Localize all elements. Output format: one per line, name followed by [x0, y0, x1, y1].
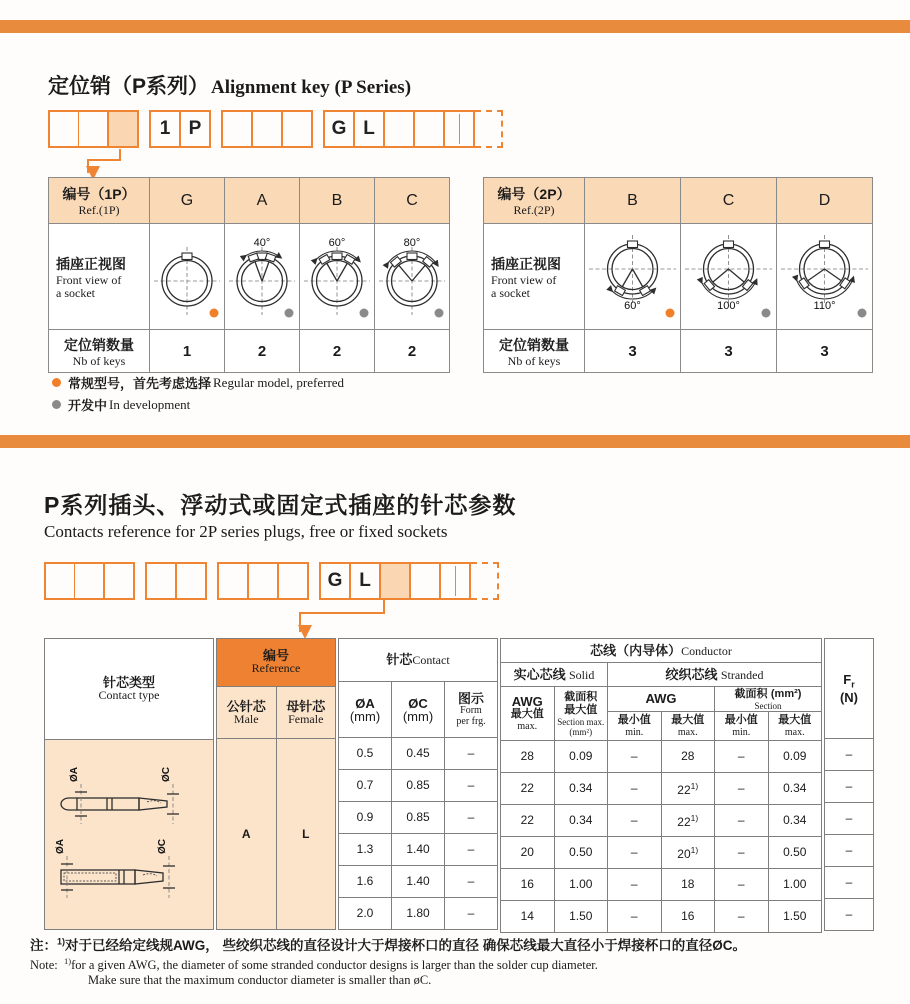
- legend-development-en: In development: [109, 396, 191, 412]
- stranded-en: Stranded: [720, 667, 764, 682]
- front-view-label-cell: 插座正视图 Front view of a socket: [49, 224, 150, 330]
- table-cell: 0.34: [768, 773, 822, 805]
- code-box-cell: [46, 564, 74, 598]
- section1-title-en: Alignment key (P Series): [211, 77, 412, 98]
- table-row: [501, 773, 822, 805]
- table-cell: 0.5: [339, 738, 392, 770]
- table-cell: 22: [501, 773, 555, 805]
- code-box-cell: [50, 112, 78, 146]
- table-row: [825, 739, 874, 771]
- table-cell: –: [608, 805, 662, 837]
- legend-regular-en: Regular model, preferred: [213, 374, 345, 390]
- orange-dot-icon: [210, 309, 219, 318]
- table-cell: –: [608, 901, 662, 933]
- solid-awg-max-zh: 最大值: [510, 708, 544, 720]
- key-table: [48, 177, 450, 373]
- table-cell: 16: [661, 901, 715, 933]
- svg-text:60°: 60°: [328, 237, 346, 249]
- section2-title: [44, 487, 516, 542]
- nb-keys-value-cell: 3: [681, 330, 777, 373]
- table-row: [339, 866, 498, 898]
- table-cell: –: [825, 771, 874, 803]
- table-cell: –: [825, 899, 874, 931]
- st-sec-min-en: min.: [732, 727, 751, 739]
- nb-keys-label-cell: 定位销数量 Nb of keys: [484, 330, 585, 373]
- nb-keys-label-cell: 定位销数量 Nb of keys: [49, 330, 150, 373]
- panel-reference: [216, 638, 336, 930]
- nb-keys-value-cell: 3: [777, 330, 873, 373]
- table-cell: –: [445, 866, 498, 898]
- code-box-cell: [277, 564, 307, 598]
- stranded-sec-unit: (mm²): [770, 688, 802, 701]
- table-cell: –: [825, 867, 874, 899]
- contact-parameters-table: [44, 638, 876, 933]
- solid-sec-zh: 截面积: [564, 690, 598, 703]
- table-cell: 28: [501, 741, 555, 773]
- table-row: [825, 803, 874, 835]
- diagram-cell: [150, 224, 225, 330]
- reference-zh: 编号: [262, 648, 289, 664]
- ref-letter-cell: C: [375, 178, 450, 224]
- nb-keys-value-cell: 2: [375, 330, 450, 373]
- key-table: [483, 177, 873, 373]
- solid-sec-en: Section max.: [557, 716, 605, 727]
- table-cell: –: [715, 741, 769, 773]
- svg-text:110°: 110°: [813, 300, 836, 312]
- front-view-label-cell: 插座正视图 Front view of a socket: [484, 224, 585, 330]
- diagram-cell: [585, 224, 681, 330]
- panel-contact-dims: [338, 638, 498, 930]
- table-row: [339, 898, 498, 930]
- form-zh: 图示: [457, 691, 484, 706]
- svg-text:ØA: ØA: [69, 766, 80, 782]
- ref-letter-cell: B: [300, 178, 375, 224]
- conductor-body: [501, 741, 822, 933]
- table-cell: 22$^{1)}$: [661, 805, 715, 837]
- diagram-cell: [300, 224, 375, 330]
- conductor-zh: 芯线（内导体）: [590, 642, 682, 658]
- code-box-cell: [78, 112, 107, 146]
- part-number-row-2: [44, 562, 499, 600]
- gray-dot-icon: [285, 309, 294, 318]
- table-cell: 0.85: [392, 802, 445, 834]
- table-cell: 0.09: [554, 741, 608, 773]
- svg-text:100°: 100°: [717, 300, 740, 312]
- table-cell: 0.50: [554, 837, 608, 869]
- socket-front-view-diagram: [375, 224, 449, 324]
- table-row: [501, 741, 822, 773]
- code-box-group: [221, 110, 313, 148]
- code-box-cell: L: [353, 112, 383, 146]
- orange-dot-icon: [666, 309, 675, 318]
- male-reference-value: A: [217, 739, 277, 930]
- code-box-cell: [379, 564, 409, 598]
- panel-fr: [824, 638, 874, 931]
- code-box-group: [48, 110, 139, 148]
- socket-front-view-diagram: [225, 224, 299, 324]
- table-cell: –: [608, 741, 662, 773]
- code-box-cell: [247, 564, 277, 598]
- table-cell: 20$^{1)}$: [661, 837, 715, 869]
- diagram-cell: [777, 224, 873, 330]
- st-awg-min-en: min.: [625, 727, 644, 739]
- table-cell: –: [445, 834, 498, 866]
- reference-en: Reference: [251, 661, 301, 676]
- section2-title-zh: P系列插头、浮动式或固定式插座的针芯参数: [44, 492, 517, 518]
- form-en1: Form: [460, 705, 482, 716]
- gray-dot-icon: [360, 309, 369, 318]
- contact-zh: 针芯: [386, 652, 413, 667]
- table-row: [501, 837, 822, 869]
- female-en: Female: [288, 711, 324, 726]
- code-pointer-arrow-2: [285, 600, 405, 638]
- solid-sec-max-zh: 最大值: [564, 703, 598, 716]
- code-box-cell: G: [331, 118, 347, 139]
- stranded-awg-label: AWG: [645, 691, 677, 707]
- nb-keys-value-cell: 2: [300, 330, 375, 373]
- panel-contact-type: [44, 638, 214, 930]
- table-row: [339, 738, 498, 770]
- code-box-cell: [409, 564, 439, 598]
- solid-awg-label: AWG: [511, 694, 543, 709]
- table-cell: –: [825, 803, 874, 835]
- table-row: [825, 771, 874, 803]
- table-cell: 0.7: [339, 770, 392, 802]
- st-sec-max-en: max.: [784, 727, 805, 739]
- stranded-sec-zh: 截面积: [734, 688, 768, 701]
- footnote-zh: 注：$^{1)}$对于已经给定线规AWG， 些绞织芯线的直径设计大于焊接杯口的直径 确保芯线最大直径小于焊接杯口的直径ØC。: [30, 936, 747, 953]
- footnote-en2: Make sure that the maximum conductor diameter is smaller than øC.: [88, 973, 432, 988]
- table-cell: 22: [501, 805, 555, 837]
- table-row: [339, 802, 498, 834]
- top-divider-bar: [0, 20, 910, 33]
- male-zh: 公针芯: [226, 698, 266, 714]
- code-box-cell: [413, 112, 443, 146]
- table-cell: –: [715, 773, 769, 805]
- table-cell: –: [608, 837, 662, 869]
- female-zh: 母针芯: [286, 698, 326, 714]
- code-box-cell: 1: [159, 118, 171, 139]
- legend-development-zh: 开发中: [68, 398, 108, 413]
- table-cell: –: [715, 869, 769, 901]
- code-box-dashed-cell: [471, 562, 499, 600]
- code-box-cell: [219, 564, 247, 598]
- table-cell: 1.50: [768, 901, 822, 933]
- table-cell: 1.50: [554, 901, 608, 933]
- svg-text:80°: 80°: [403, 237, 421, 249]
- table-row: [339, 770, 498, 802]
- table-cell: 2.0: [339, 898, 392, 930]
- contact-type-en: Contact type: [98, 688, 160, 703]
- nb-keys-value-cell: 2: [225, 330, 300, 373]
- table-cell: 16: [501, 869, 555, 901]
- code-box-cell: [383, 112, 413, 146]
- table-cell: 18: [661, 869, 715, 901]
- code-box-cell: [443, 112, 473, 146]
- section1-title: [48, 70, 411, 100]
- table-cell: –: [445, 898, 498, 930]
- ref-letter-cell: G: [150, 178, 225, 224]
- svg-text:ØC: ØC: [157, 838, 168, 854]
- table-cell: 0.85: [392, 770, 445, 802]
- solid-en: Solid: [569, 667, 595, 682]
- nb-keys-value-cell: 3: [585, 330, 681, 373]
- gray-dot-icon: [762, 309, 771, 318]
- contact-type-zh: 针芯类型: [102, 675, 155, 691]
- solid-zh: 实心芯线: [513, 666, 566, 682]
- oc-label: ØC: [408, 695, 428, 711]
- table-cell: 0.34: [554, 805, 608, 837]
- mid-divider-bar: [0, 435, 910, 448]
- table-cell: 22$^{1)}$: [661, 773, 715, 805]
- table-row: [825, 835, 874, 867]
- table-cell: –: [825, 835, 874, 867]
- table-cell: 0.34: [554, 773, 608, 805]
- st-sec-max-zh: 最大值: [778, 714, 812, 727]
- code-box-group: [217, 562, 309, 600]
- section2-title-en: Contacts reference for 2P series plugs, free or fixed sockets: [44, 522, 448, 541]
- code-box-group: [149, 110, 211, 148]
- code-box-cell: [74, 564, 103, 598]
- gray-dot-icon: [858, 309, 867, 318]
- ref-letter-cell: D: [777, 178, 873, 224]
- table-cell: 1.40: [392, 866, 445, 898]
- st-awg-max-en: max.: [677, 727, 698, 739]
- code-box-cell: [251, 112, 281, 146]
- table-cell: –: [715, 805, 769, 837]
- fr-label: $F_r$: [843, 671, 855, 690]
- code-box-cell: [439, 564, 469, 598]
- svg-text:60°: 60°: [624, 300, 641, 312]
- form-en2: per frg.: [456, 716, 486, 727]
- code-box-cell: [281, 112, 311, 146]
- oa-label: ØA: [355, 695, 375, 711]
- socket-front-view-diagram: [585, 224, 680, 324]
- socket-front-view-diagram: [681, 224, 776, 324]
- orange-dot-icon: [52, 378, 61, 387]
- part-number-row-1: [48, 110, 503, 148]
- legend-regular-zh: 常规型号，首先考虑选择: [68, 376, 212, 391]
- table-cell: –: [445, 738, 498, 770]
- footnote-en1: Note: $^{1)}$for a given AWG, the diameter of some stranded conductor designs is larger than the solder cup diameter.: [30, 956, 598, 973]
- table-cell: 0.09: [768, 741, 822, 773]
- svg-text:ØA: ØA: [55, 838, 66, 854]
- table-cell: 14: [501, 901, 555, 933]
- code-box-cell: [147, 564, 175, 598]
- gray-dot-icon: [52, 400, 61, 409]
- ref-letter-cell: C: [681, 178, 777, 224]
- socket-front-view-diagram: [300, 224, 374, 324]
- gray-dot-icon: [435, 309, 444, 318]
- diagram-cell: [681, 224, 777, 330]
- legend-row-development: [52, 395, 344, 414]
- table-cell: –: [445, 770, 498, 802]
- code-box-cell: P: [179, 112, 209, 146]
- table-cell: 1.3: [339, 834, 392, 866]
- solid-sec-unit: (mm²): [569, 726, 593, 737]
- code-pointer-arrow-1: [48, 149, 158, 179]
- panel-conductor: [500, 638, 822, 933]
- code-box-cell: [107, 112, 137, 146]
- ref-header-cell: 编号（2P） Ref.(2P): [484, 178, 585, 224]
- code-box-cell: [223, 112, 251, 146]
- st-awg-max-zh: 最大值: [671, 714, 705, 727]
- fr-body: [825, 739, 874, 931]
- code-box-group: [323, 110, 475, 148]
- code-box-cell: [103, 564, 133, 598]
- diagram-cell: [375, 224, 450, 330]
- footnote: [30, 934, 890, 988]
- code-box-group: [145, 562, 207, 600]
- stranded-sec-en: Section: [754, 701, 782, 712]
- code-box-cell: L: [349, 564, 379, 598]
- socket-front-view-diagram: [150, 224, 224, 324]
- table-cell: 1.80: [392, 898, 445, 930]
- contact-dims-body: [339, 738, 498, 930]
- table-row: [825, 899, 874, 931]
- contact-pin-drawings: [45, 742, 213, 928]
- table-cell: –: [825, 739, 874, 771]
- svg-text:ØC: ØC: [161, 766, 172, 782]
- ref-header-cell: 编号（1P） Ref.(1P): [49, 178, 150, 224]
- socket-front-view-diagram: [777, 224, 872, 324]
- st-awg-min-zh: 最小值: [617, 714, 651, 727]
- table-cell: 0.45: [392, 738, 445, 770]
- table-cell: –: [445, 802, 498, 834]
- ref-letter-cell: B: [585, 178, 681, 224]
- table-cell: 1.00: [554, 869, 608, 901]
- code-box-cell: G: [327, 570, 343, 591]
- table-row: [339, 834, 498, 866]
- code-box-group: [44, 562, 135, 600]
- code-box-cell: [175, 564, 205, 598]
- contact-en: Contact: [412, 653, 450, 667]
- oa-unit: (mm): [349, 708, 381, 724]
- diagram-cell: [225, 224, 300, 330]
- code-box-dashed-cell: [475, 110, 503, 148]
- male-en: Male: [233, 711, 259, 726]
- legend: [52, 373, 344, 417]
- table-cell: 20: [501, 837, 555, 869]
- st-sec-min-zh: 最小值: [724, 714, 758, 727]
- conductor-en: Conductor: [681, 643, 732, 658]
- table-row: [501, 869, 822, 901]
- table-row: [501, 901, 822, 933]
- table-cell: –: [608, 773, 662, 805]
- table-cell: 28: [661, 741, 715, 773]
- table-cell: –: [608, 869, 662, 901]
- table-row: [825, 867, 874, 899]
- table-cell: –: [715, 901, 769, 933]
- code-box-group: [319, 562, 471, 600]
- legend-row-regular: [52, 373, 344, 392]
- solid-awg-max-en: max.: [517, 721, 538, 732]
- table-cell: 0.50: [768, 837, 822, 869]
- stranded-zh: 绞织芯线: [665, 666, 718, 682]
- nb-keys-value-cell: 1: [150, 330, 225, 373]
- table-cell: –: [715, 837, 769, 869]
- pin-drawing: [47, 742, 211, 925]
- table-cell: 0.9: [339, 802, 392, 834]
- fr-unit: (N): [839, 690, 859, 706]
- oc-unit: (mm): [402, 708, 434, 724]
- table-cell: 1.40: [392, 834, 445, 866]
- table-row: [501, 805, 822, 837]
- ref-letter-cell: A: [225, 178, 300, 224]
- svg-text:40°: 40°: [253, 237, 271, 249]
- table-cell: 0.34: [768, 805, 822, 837]
- section1-title-zh: 定位销（P系列）: [48, 75, 210, 98]
- female-reference-value: L: [276, 739, 336, 930]
- table-cell: 1.6: [339, 866, 392, 898]
- table-cell: 1.00: [768, 869, 822, 901]
